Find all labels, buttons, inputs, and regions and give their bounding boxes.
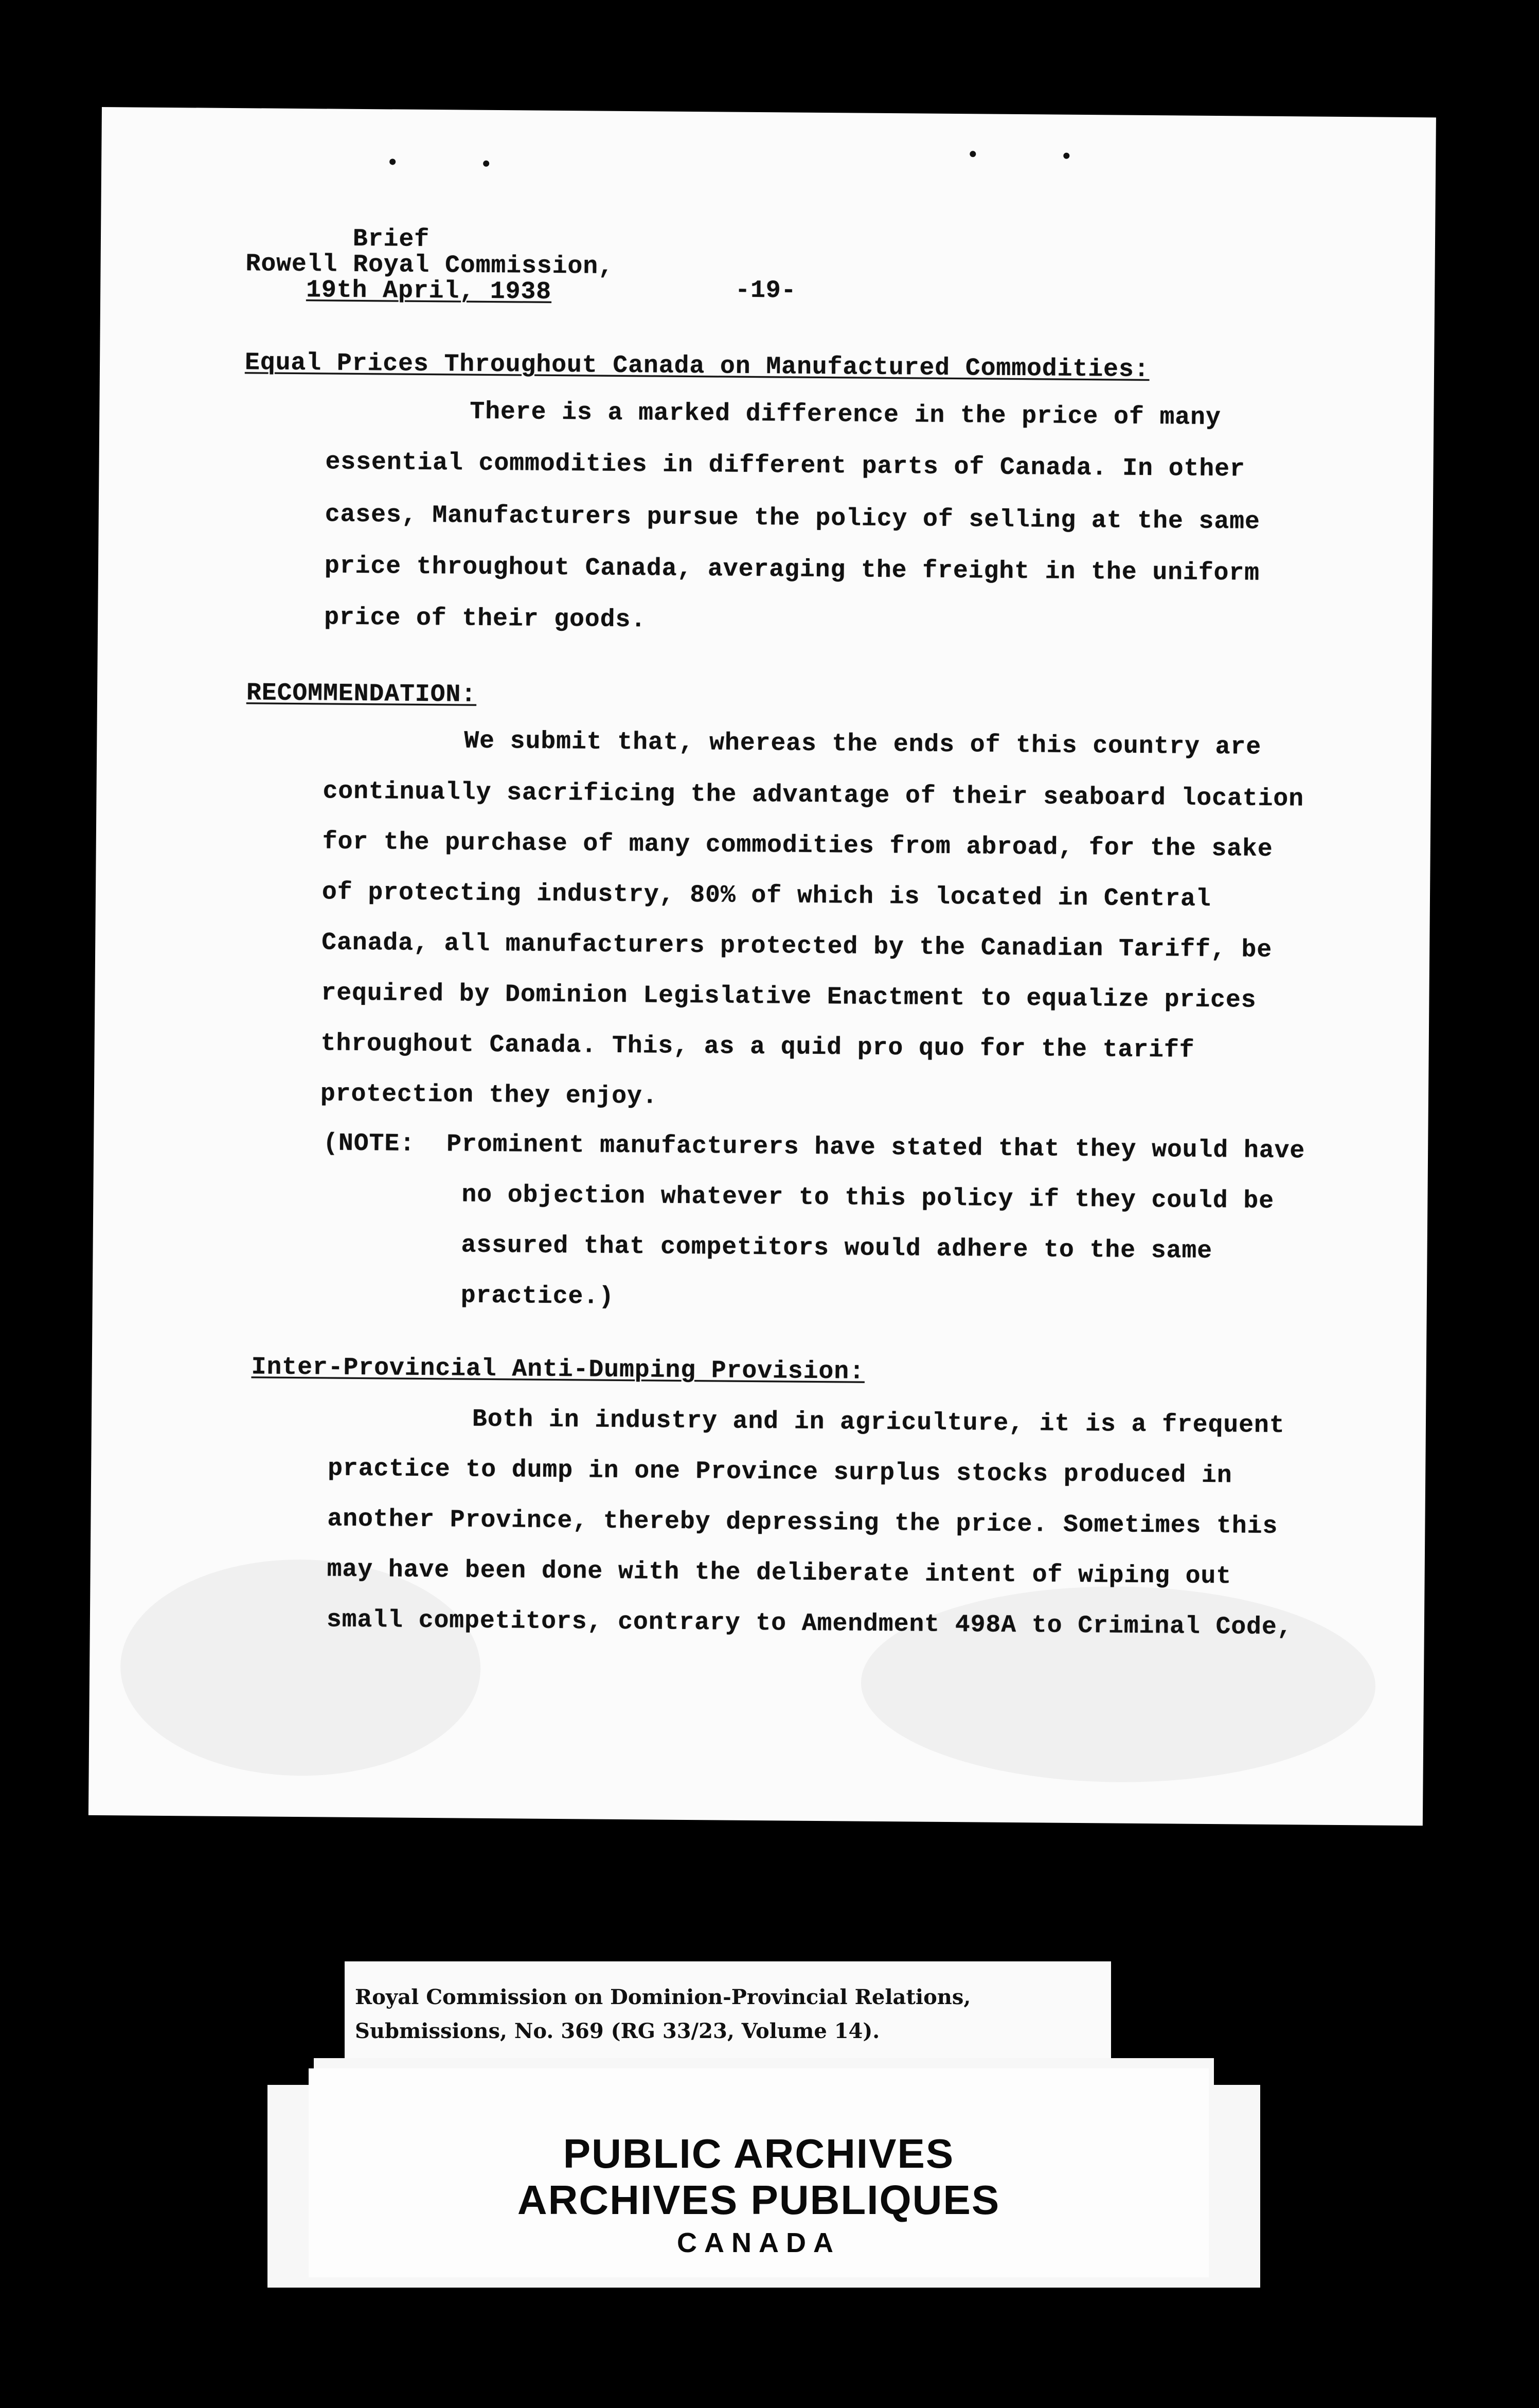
stamp-line-1: PUBLIC ARCHIVES (563, 2131, 955, 2176)
section-heading-recommendation: RECOMMENDATION: (246, 679, 477, 709)
reference-line-2: Submissions, No. 369 (RG 33/23, Volume 14). (355, 2019, 880, 2043)
paragraph-line: may have been done with the deliberate intent of wiping out (327, 1555, 1232, 1591)
note-line: no objection whatever to this policy if they could be (461, 1181, 1275, 1215)
note-line: Prominent manufacturers have stated that they would have (446, 1130, 1305, 1165)
punch-hole (389, 158, 396, 165)
note-line: assured that competitors would adhere to the same (461, 1231, 1213, 1266)
header-brief: Brief (352, 225, 430, 254)
paragraph-line: practice to dump in one Province surplus stocks produced in (328, 1455, 1232, 1490)
paragraph-line: We submit that, whereas the ends of this country are (464, 727, 1262, 762)
note-label: (NOTE: (323, 1129, 416, 1158)
paragraph-line: throughout Canada. This, as a quid pro quo for the tariff (320, 1030, 1195, 1065)
paragraph-line: required by Dominion Legislative Enactment to equalize prices (321, 979, 1257, 1015)
paragraph-line: There is a marked difference in the price of many (470, 398, 1221, 432)
paragraph-line: cases, Manufacturers pursue the policy of selling at the same (325, 501, 1261, 536)
section-heading-anti-dumping: Inter-Provincial Anti-Dumping Provision: (251, 1353, 865, 1386)
stamp-inner (309, 2068, 1209, 2277)
paragraph-line: continually sacrificing the advantage of their seaboard location (323, 777, 1304, 813)
punch-hole (483, 161, 489, 167)
paragraph-line: protection they enjoy. (320, 1080, 658, 1111)
paragraph-line: for the purchase of many commodities from abroad, for the sake (322, 828, 1273, 863)
paragraph-line: of protecting industry, 80% of which is located in Central (321, 878, 1211, 913)
archives-stamp (267, 2058, 1260, 2288)
reference-line-1: Royal Commission on Dominion-Provincial Relations, (355, 1985, 971, 2009)
punch-hole (1063, 153, 1069, 159)
paragraph-line: another Province, thereby depressing the price. Sometimes this (327, 1505, 1278, 1541)
stamp-tab (267, 2054, 314, 2085)
watermark-smudge (120, 1558, 481, 1777)
document-page (88, 107, 1436, 1826)
reference-label (345, 1961, 1111, 2075)
header-commission: Rowell Royal Commission, (245, 250, 614, 281)
note-line: practice.) (460, 1282, 615, 1311)
punch-hole (970, 151, 976, 157)
stamp-line-2: ARCHIVES PUBLIQUES (517, 2177, 1000, 2223)
paragraph-line: price throughout Canada, averaging the freight in the uniform (324, 552, 1260, 588)
paragraph-line: price of their goods. (324, 604, 647, 634)
paragraph-line: small competitors, contrary to Amendment 498A to Criminal Code, (326, 1606, 1293, 1642)
stamp-tab (1214, 2054, 1260, 2085)
paragraph-line: Both in industry and in agriculture, it is a frequent (472, 1405, 1285, 1440)
paragraph-line: Canada, all manufacturers protected by the Canadian Tariff, be (321, 929, 1273, 964)
header-date: 19th April, 1938 (306, 276, 552, 306)
stamp-line-3: CANADA (677, 2227, 840, 2258)
page-number: -19- (735, 276, 797, 305)
section-heading-equal-prices: Equal Prices Throughout Canada on Manufactured Commodities: (244, 349, 1150, 384)
paragraph-line: essential commodities in different parts of Canada. In other (325, 448, 1246, 484)
